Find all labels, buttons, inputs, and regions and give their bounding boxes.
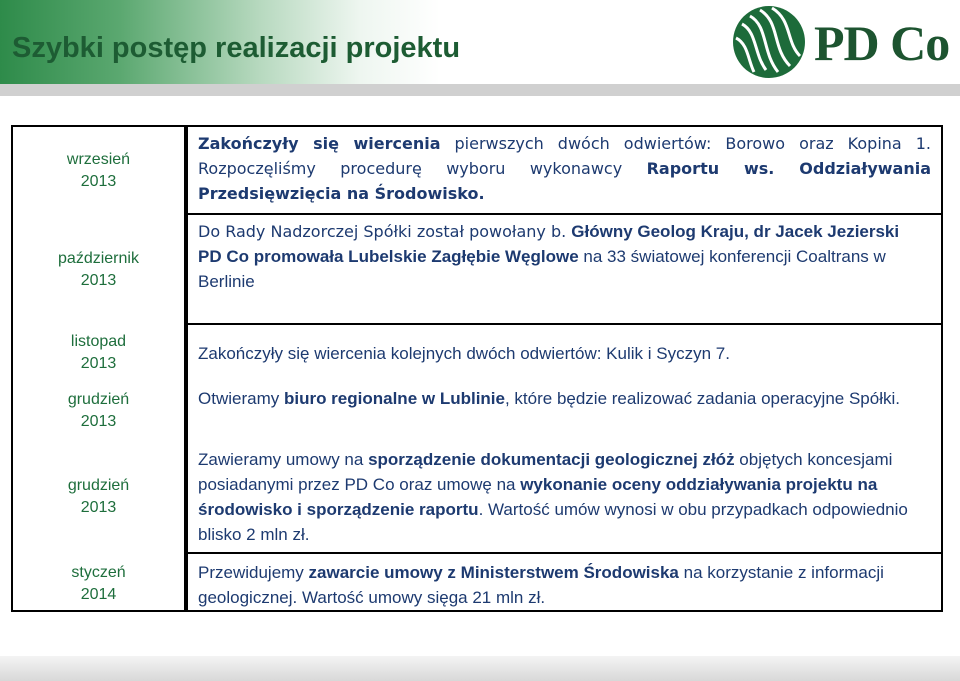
date-month: listopad [70, 333, 127, 350]
events-column [186, 125, 943, 612]
logo-text: PD Co [814, 15, 950, 71]
date-month: grudzień [67, 391, 130, 408]
page-title: Szybki postęp realizacji projektu [12, 32, 461, 64]
event-text-bold: zawarcie umowy z Ministerstwem Środowiska [308, 563, 679, 582]
date-entry [13, 248, 184, 292]
event-text-bold: Zakończyły się wiercenia [198, 134, 441, 153]
event-text: na 33 światowej konferencji Coaltrans w Berlinie [198, 247, 886, 291]
event-text: Do Rady Nadzorczej Spółki został powołany b. [198, 222, 572, 241]
date-month: październik [58, 250, 139, 267]
event-text: . Wartość umów wynosi w obu przypadkach odpowiednio blisko 2 mln zł. [198, 500, 908, 544]
event-text: objętych koncesjami posiadanymi przez PD Co oraz umowę na [198, 450, 893, 494]
event-paragraph [198, 219, 931, 244]
event-cell [188, 386, 941, 436]
date-entry [13, 149, 184, 193]
event-text: Zawieramy umowy na [198, 450, 369, 469]
date-entry [13, 562, 184, 606]
event-text: Zakończyły się wiercenia kolejnych dwóch odwiertów: Kulik i Syczyn 7. [198, 344, 730, 363]
company-logo [732, 2, 958, 82]
logo-globe-icon [732, 2, 808, 82]
date-month: wrzesień [66, 151, 131, 168]
event-cell [188, 219, 941, 325]
date-entry [13, 331, 184, 375]
footer-band [0, 656, 960, 681]
event-text-bold: biuro regionalne w Lublinie [283, 389, 505, 408]
event-text: , które będzie realizować zadania operacyjne Spółki. [504, 389, 900, 408]
event-paragraph [198, 244, 931, 294]
event-text: Przewidujemy [198, 563, 309, 582]
header-divider [0, 84, 960, 96]
date-entry [13, 475, 184, 519]
event-cell [188, 131, 941, 215]
event-text-bold: sporządzenie dokumentacji geologicznej złóż [368, 450, 735, 469]
date-year: 2013 [80, 272, 117, 289]
event-text-bold: PD Co promowała Lubelskie Zagłębie Węglowe [198, 247, 579, 266]
date-year: 2013 [80, 413, 117, 430]
event-text-bold: wykonanie oceny oddziaływania projektu na środowisko i sporządzenie raportu [198, 475, 878, 519]
event-text: pierwszych dwóch odwiertów: Borowo oraz Kopina 1. Rozpoczęliśmy procedurę wyboru wykonawcy [198, 134, 932, 178]
date-year: 2014 [80, 586, 117, 603]
event-cell [188, 341, 941, 371]
event-cell [188, 447, 941, 554]
date-year: 2013 [80, 173, 117, 190]
event-cell [188, 560, 941, 610]
date-year: 2013 [80, 499, 117, 516]
event-text: Otwieramy [198, 389, 284, 408]
event-text: na korzystanie z informacji geologicznej. Wartość umowy sięga 21 mln zł. [198, 563, 884, 607]
date-month: styczeń [71, 564, 126, 581]
event-text-bold: Główny Geolog Kraju, dr Jacek Jezierski [571, 222, 900, 241]
event-text-bold: Raportu ws. Oddziaływania Przedsięwzięcia na Środowisko. [198, 159, 932, 203]
date-year: 2013 [80, 355, 117, 372]
date-entry [13, 389, 184, 433]
date-month: grudzień [67, 477, 130, 494]
date-column [11, 125, 186, 612]
